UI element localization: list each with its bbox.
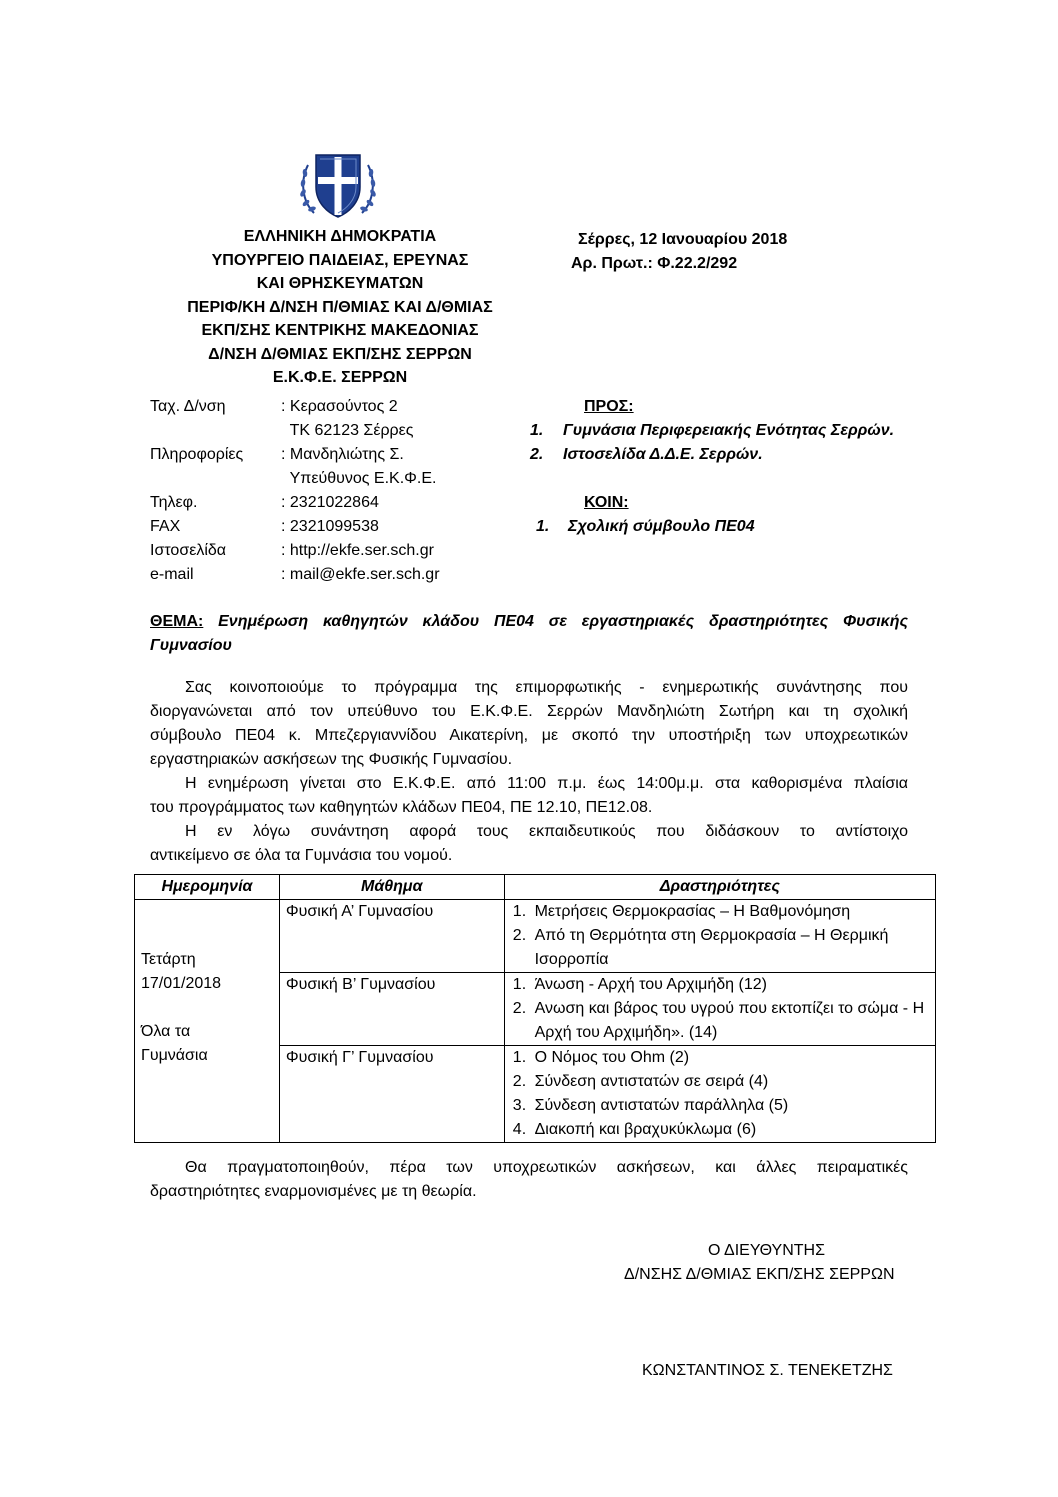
- paragraph-line: διοργανώνεται από τον υπεύθυνο του Ε.Κ.Φ.Ε. Σερρών Μανδηλιώτη Σωτήρη και τη σχολική: [150, 703, 908, 720]
- contact-value: Υπεύθυνος Ε.Κ.Φ.Ε.: [281, 470, 437, 487]
- subject-cell: Φυσική Γ’ Γυμνασίου: [279, 1046, 504, 1143]
- contact-label: Ιστοσελίδα: [150, 542, 227, 559]
- contact-email[interactable]: : mail@ekfe.ser.sch.gr: [281, 566, 440, 583]
- subject-text: Ενημέρωση καθηγητών κλάδου ΠΕ04 σε εργαστηριακές δραστηριότητες Φυσικής: [203, 613, 908, 630]
- column-header-subject: Μάθημα: [279, 875, 504, 900]
- greek-coat-of-arms-icon: [296, 143, 380, 227]
- date-cell-line: Τετάρτη: [141, 951, 196, 968]
- schedule-table: [134, 874, 936, 1143]
- date-cell-line: Γυμνάσια: [141, 1047, 208, 1064]
- contact-label: Ταχ. Δ/νση: [150, 398, 226, 415]
- date-cell: [135, 900, 280, 1143]
- activities-cell: [504, 973, 935, 1046]
- contact-value: : Κερασούντος 2: [281, 398, 398, 415]
- recipient-number: 1.: [530, 422, 544, 439]
- subject-label: ΘΕΜΑ:: [150, 613, 204, 630]
- date-cell-line: 17/01/2018: [141, 975, 222, 992]
- contact-value: : 2321099538: [281, 518, 379, 535]
- activities-cell: [504, 1046, 935, 1143]
- date-cell-spacer: [141, 996, 273, 1020]
- protocol-number: Αρ. Πρωτ.: Φ.22.2/292: [571, 255, 738, 272]
- contact-value: : 2321022864: [281, 494, 379, 511]
- document-date: Σέρρες, 12 Ιανουαρίου 2018: [578, 231, 788, 248]
- paragraph-line: του προγράμματος των καθηγητών κλάδων ΠΕ04, ΠΕ 12.10, ΠΕ12.08.: [150, 799, 653, 816]
- activity-item: 2. Σύνδεση αντιστατών σε σειρά (4): [531, 1070, 929, 1094]
- activity-item: 2. Από τη Θερμότητα στη Θερμοκρασία – Η Θερμική Ισορροπία: [531, 924, 929, 972]
- org-line: ΠΕΡΙΦ/ΚΗ Δ/ΝΣΗ Π/ΘΜΙΑΣ ΚΑΙ Δ/ΘΜΙΑΣ: [187, 299, 493, 316]
- subject-cell: Φυσική Α’ Γυμνασίου: [279, 900, 504, 973]
- activity-item: 1. O Νόμος του Ohm (2): [531, 1046, 929, 1070]
- subject-text-continued: Γυμνασίου: [150, 637, 232, 654]
- contact-label: Πληροφορίες: [150, 446, 244, 463]
- contact-value: ΤΚ 62123 Σέρρες: [281, 422, 414, 439]
- org-line: Δ/ΝΣΗ Δ/ΘΜΙΑΣ ΕΚΠ/ΣΗΣ ΣΕΡΡΩΝ: [208, 346, 472, 363]
- org-line: ΕΛΛΗΝΙΚΗ ΔΗΜΟΚΡΑΤΙΑ: [243, 228, 437, 245]
- cc-item: Σχολική σύμβουλο ΠΕ04: [568, 518, 755, 535]
- activities-list: [511, 900, 929, 972]
- closing-line: δραστηριότητες εναρμονισμένες με τη θεωρία.: [150, 1183, 477, 1200]
- activity-item: 1. Άνωση - Αρχή του Αρχιμήδη (12): [531, 973, 929, 997]
- recipient-item: Ιστοσελίδα Δ.Δ.Ε. Σερρών.: [563, 446, 763, 463]
- to-label: ΠΡΟΣ:: [584, 398, 634, 415]
- contact-label: Τηλεφ.: [150, 494, 198, 511]
- paragraph-line: εργαστηριακών ασκήσεων της Φυσικής Γυμνασίου.: [150, 751, 513, 768]
- activity-item: 1. Μετρήσεις Θερμοκρασίας – Η Βαθμονόμηση: [531, 900, 929, 924]
- table-header-row: [135, 875, 936, 900]
- contact-website[interactable]: : http://ekfe.ser.sch.gr: [281, 542, 434, 559]
- signatory-name: ΚΩΝΣΤΑΝΤΙΝΟΣ Σ. ΤΕΝΕΚΕΤΖΗΣ: [642, 1362, 893, 1379]
- activities-list: [511, 1046, 929, 1142]
- paragraph-line: αντικείμενο σε όλα τα Γυμνάσια του νομού.: [150, 847, 453, 864]
- cc-number: 1.: [536, 518, 550, 535]
- subject-cell: Φυσική Β’ Γυμνασίου: [279, 973, 504, 1046]
- closing-line: Θα πραγματοποιηθούν, πέρα των υποχρεωτικών ασκήσεων, και άλλες πειραματικές: [185, 1159, 908, 1176]
- paragraph-line: Η ενημέρωση γίνεται στο Ε.Κ.Φ.Ε. από 11:00 π.μ. έως 14:00μ.μ. στα καθορισμένα πλαίσια: [185, 775, 908, 792]
- org-line: ΕΚΠ/ΣΗΣ ΚΕΝΤΡΙΚΗΣ ΜΑΚΕΔΟΝΙΑΣ: [201, 322, 479, 339]
- activity-item: 2. Ανωση και βάρος του υγρού που εκτοπίζει το σώμα - Η Αρχή του Αρχιμήδη». (14): [531, 997, 929, 1045]
- contact-label: FAX: [150, 518, 181, 535]
- paragraph-line: Σας κοινοποιούμε το πρόγραμμα της επιμορφωτικής - ενημερωτικής συνάντησης που: [185, 679, 908, 696]
- org-line: Ε.Κ.Φ.Ε. ΣΕΡΡΩΝ: [272, 369, 408, 386]
- recipient-item: Γυμνάσια Περιφερειακής Ενότητας Σερρών.: [563, 422, 895, 439]
- signatory-department: Δ/ΝΣΗΣ Δ/ΘΜΙΑΣ ΕΚΠ/ΣΗΣ ΣΕΡΡΩΝ: [624, 1266, 895, 1283]
- date-cell-line: Όλα τα: [141, 1023, 191, 1040]
- cc-label: ΚΟΙΝ:: [584, 494, 629, 511]
- paragraph-line: σύμβουλο ΠΕ04 κ. Μπεζεργιαννίδου Αικατερίνη, με σκοπό την υποστήριξη των υποχρεωτικών: [150, 727, 908, 744]
- table-row: [135, 900, 936, 973]
- org-line: ΥΠΟΥΡΓΕΙΟ ΠΑΙΔΕΙΑΣ, ΕΡΕΥΝΑΣ: [211, 252, 469, 269]
- recipient-number: 2.: [530, 446, 544, 463]
- contact-value: : Μανδηλιώτης Σ.: [281, 446, 404, 463]
- activities-cell: [504, 900, 935, 973]
- activity-item: 3. Σύνδεση αντιστατών παράλληλα (5): [531, 1094, 929, 1118]
- signatory-title: Ο ΔΙΕΥΘΥΝΤΗΣ: [708, 1242, 825, 1259]
- column-header-date: Ημερομηνία: [135, 875, 280, 900]
- activity-item: 4. Διακοπή και βραχυκύκλωμα (6): [531, 1118, 929, 1142]
- subject-line: [150, 610, 908, 634]
- activities-list: [511, 973, 929, 1045]
- org-line: ΚΑΙ ΘΡΗΣΚΕΥΜΑΤΩΝ: [256, 275, 424, 292]
- paragraph-line: Η εν λόγω συνάντηση αφορά τους εκπαιδευτικούς που διδάσκουν το αντίστοιχο: [185, 823, 908, 840]
- contact-label: e-mail: [150, 566, 194, 583]
- column-header-activities: Δραστηριότητες: [504, 875, 935, 900]
